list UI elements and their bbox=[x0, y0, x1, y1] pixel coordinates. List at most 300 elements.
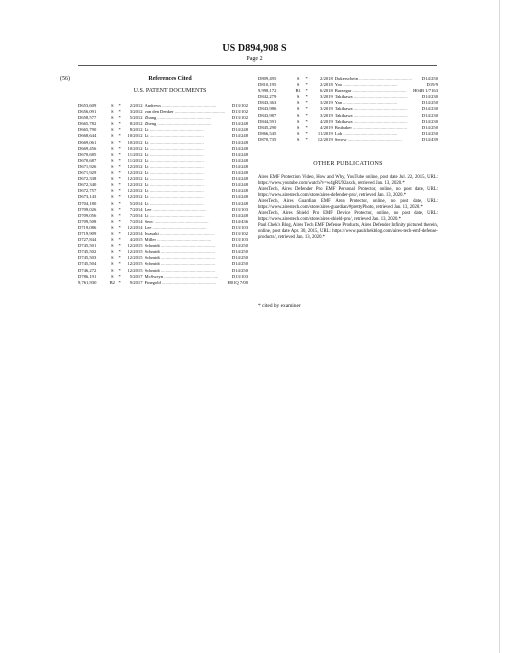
leader-dots bbox=[353, 113, 408, 118]
reference-asterisk: * bbox=[118, 267, 121, 273]
reference-asterisk: * bbox=[118, 170, 121, 176]
inventor-name: Lee bbox=[144, 206, 152, 212]
reference-date: 7/2014 bbox=[129, 206, 143, 212]
leader-dots bbox=[149, 140, 204, 145]
reference-number: D665,790 bbox=[78, 127, 97, 133]
leader-dots bbox=[161, 280, 216, 285]
page-edge-divider bbox=[499, 0, 500, 653]
inventor-name: Takikawa bbox=[334, 94, 353, 100]
reference-kind: S bbox=[111, 230, 114, 236]
reference-number: D653,609 bbox=[78, 103, 97, 108]
reference-asterisk: * bbox=[118, 194, 121, 200]
reference-kind: S bbox=[111, 182, 114, 188]
reference-kind: S bbox=[111, 243, 114, 249]
reference-class: D14/248 bbox=[231, 182, 248, 188]
reference-asterisk: * bbox=[305, 100, 308, 106]
reference-kind: S bbox=[111, 127, 114, 133]
reference-asterisk: * bbox=[118, 115, 121, 121]
leader-dots bbox=[161, 103, 216, 108]
reference-date: 12/2012 bbox=[127, 188, 143, 194]
inventor-name: Lee bbox=[144, 224, 152, 230]
inventor-name: Li bbox=[144, 176, 149, 182]
reference-date: 12/2014 bbox=[127, 224, 143, 230]
reference-class: D13/103 bbox=[231, 237, 248, 243]
reference-asterisk: * bbox=[305, 136, 308, 142]
inventor-name: Li bbox=[144, 182, 149, 188]
inventor-name: Li bbox=[144, 151, 149, 157]
leader-dots bbox=[160, 268, 215, 273]
reference-date: 5/2012 bbox=[129, 115, 143, 121]
inventor-name: Zhang bbox=[144, 115, 157, 121]
reference-date: 10/2012 bbox=[127, 145, 143, 151]
reference-number: D786,191 bbox=[78, 273, 97, 279]
reference-date: 8/2012 bbox=[129, 121, 143, 127]
leader-dots bbox=[174, 109, 225, 114]
reference-number: D844,591 bbox=[258, 118, 277, 124]
inventor-name: Barzegar bbox=[334, 88, 352, 94]
reference-date: 4/2019 bbox=[320, 124, 333, 130]
reference-date: 7/2014 bbox=[129, 218, 143, 224]
reference-date: 5/2014 bbox=[129, 200, 143, 206]
reference-number: D746,272 bbox=[78, 267, 97, 273]
leader-dots bbox=[160, 249, 215, 254]
leader-dots bbox=[149, 182, 204, 187]
reference-class: D13/102 bbox=[231, 115, 248, 121]
reference-class: D13/103 bbox=[231, 273, 248, 279]
reference-number: D843,986 bbox=[258, 106, 277, 112]
reference-kind: B1 bbox=[295, 88, 301, 94]
reference-kind: S bbox=[111, 157, 114, 163]
reference-number: D866,545 bbox=[258, 130, 277, 136]
other-publications-title: OTHER PUBLICATIONS bbox=[313, 161, 383, 167]
inventor-name: Schmidt bbox=[144, 261, 160, 267]
inventor-name: Schmidt bbox=[144, 243, 160, 249]
reference-date: 12/2015 bbox=[127, 267, 143, 273]
leader-dots bbox=[347, 137, 402, 142]
reference-asterisk: * bbox=[118, 273, 121, 279]
reference-number: D672,757 bbox=[78, 188, 97, 194]
reference-kind: S bbox=[111, 194, 114, 200]
leader-dots bbox=[149, 201, 204, 206]
reference-number: D745,502 bbox=[78, 249, 97, 255]
reference-asterisk: * bbox=[118, 255, 121, 261]
inventor-name: van den Denker bbox=[144, 109, 174, 115]
reference-class: D14/250 bbox=[231, 267, 248, 273]
reference-class: D13/103 bbox=[231, 206, 248, 212]
inventor-name: Li bbox=[144, 163, 149, 169]
reference-number: D658,577 bbox=[78, 115, 97, 121]
inventor-name: Li bbox=[144, 145, 149, 151]
reference-kind: S bbox=[111, 206, 114, 212]
reference-date: 7/2014 bbox=[129, 212, 143, 218]
reference-number: D845,290 bbox=[258, 124, 277, 130]
reference-asterisk: * bbox=[305, 88, 308, 94]
reference-class: D14/230 bbox=[421, 112, 438, 118]
reference-class: D14/248 bbox=[231, 194, 248, 200]
reference-kind: S bbox=[296, 76, 300, 81]
reference-asterisk: * bbox=[118, 182, 121, 188]
leader-dots bbox=[149, 213, 204, 218]
leader-dots bbox=[149, 176, 204, 181]
reference-class: D14/250 bbox=[421, 100, 438, 106]
reference-number: D745,503 bbox=[78, 255, 97, 261]
leader-dots bbox=[151, 225, 206, 230]
reference-inventor bbox=[145, 280, 225, 286]
us-patent-references-left bbox=[78, 103, 248, 286]
reference-class: D14/248 bbox=[231, 127, 248, 133]
inventor-name: Li bbox=[144, 133, 149, 139]
reference-date: 8/2012 bbox=[129, 127, 143, 133]
reference-class: D14/230 bbox=[421, 94, 438, 100]
reference-asterisk: * bbox=[305, 118, 308, 124]
reference-class: D14/248 bbox=[231, 145, 248, 151]
inventor-name: Schmidt bbox=[144, 249, 160, 255]
reference-kind: S bbox=[111, 103, 114, 108]
reference-number: D665,782 bbox=[78, 121, 97, 127]
reference-class: D14/248 bbox=[231, 163, 248, 169]
reference-asterisk: * bbox=[305, 76, 308, 81]
reference-asterisk: * bbox=[118, 212, 121, 218]
reference-date: 3/2012 bbox=[129, 109, 143, 115]
reference-kind: S bbox=[111, 261, 114, 267]
leader-dots bbox=[160, 255, 215, 260]
reference-kind: S bbox=[296, 106, 300, 112]
reference-class: D13/103 bbox=[231, 224, 248, 230]
reference-asterisk: * bbox=[118, 218, 121, 224]
reference-asterisk: * bbox=[305, 112, 308, 118]
reference-class: D14/248 bbox=[231, 176, 248, 182]
reference-date: 12/2012 bbox=[127, 170, 143, 176]
reference-number: D704,180 bbox=[78, 200, 97, 206]
reference-number: D719,909 bbox=[78, 230, 97, 236]
inventor-name: Li bbox=[144, 170, 149, 176]
section-code: (56) bbox=[60, 76, 70, 82]
leader-dots bbox=[160, 261, 215, 266]
leader-dots bbox=[153, 219, 208, 224]
leader-dots bbox=[159, 231, 214, 236]
reference-class: D13/102 bbox=[231, 109, 248, 115]
reference-asterisk: * bbox=[305, 82, 308, 88]
reference-date: 10/2012 bbox=[127, 139, 143, 145]
leader-dots bbox=[149, 188, 204, 193]
reference-kind: S bbox=[111, 237, 114, 243]
reference-date: 12/2015 bbox=[127, 255, 143, 261]
reference-kind: S bbox=[111, 115, 114, 121]
patent-number: US D894,908 S bbox=[222, 43, 287, 54]
inventor-name: Yoo bbox=[334, 82, 343, 88]
inventor-name: Li bbox=[144, 194, 149, 200]
leader-dots bbox=[163, 274, 218, 279]
reference-number: D656,091 bbox=[78, 109, 97, 115]
header-rule bbox=[78, 65, 437, 66]
reference-date: 12/2015 bbox=[127, 249, 143, 255]
leader-dots bbox=[151, 207, 206, 212]
leader-dots bbox=[351, 88, 406, 93]
reference-number: D810,195 bbox=[258, 82, 277, 88]
inventor-name: Andrews bbox=[144, 103, 162, 108]
reference-date: 2/2018 bbox=[320, 76, 333, 81]
reference-number: 9,998,172 bbox=[258, 88, 277, 94]
reference-kind: S bbox=[111, 212, 114, 218]
reference-class: D14/250 bbox=[231, 249, 248, 255]
reference-asterisk: * bbox=[118, 103, 121, 108]
reference-class: H04B 1/7163 bbox=[413, 88, 438, 94]
reference-asterisk: * bbox=[118, 237, 121, 243]
reference-class: D14/248 bbox=[231, 121, 248, 127]
reference-date: 3/2019 bbox=[320, 112, 333, 118]
reference-date: 11/2012 bbox=[127, 157, 143, 163]
reference-asterisk: * bbox=[118, 279, 121, 285]
reference-kind: S bbox=[111, 224, 114, 230]
reference-number: D673,143 bbox=[78, 194, 97, 200]
reference-asterisk: * bbox=[118, 176, 121, 182]
reference-class: D14/436 bbox=[231, 218, 248, 224]
reference-kind: S bbox=[296, 124, 300, 130]
reference-number: D671,926 bbox=[78, 163, 97, 169]
reference-asterisk: * bbox=[118, 200, 121, 206]
reference-number: D672,340 bbox=[78, 182, 97, 188]
reference-asterisk: * bbox=[305, 124, 308, 130]
reference-asterisk: * bbox=[118, 127, 121, 133]
reference-kind: S bbox=[111, 163, 114, 169]
leader-dots bbox=[149, 152, 204, 157]
leader-dots bbox=[353, 119, 408, 124]
inventor-name: Takikawa bbox=[334, 112, 353, 118]
page-label: Page 2 bbox=[246, 56, 263, 62]
leader-dots bbox=[156, 121, 211, 126]
reference-date: 12/2015 bbox=[127, 261, 143, 267]
inventor-name: Seoc bbox=[144, 218, 154, 224]
inventor-name: Li bbox=[144, 127, 149, 133]
inventor-name: Takikawa bbox=[334, 118, 353, 124]
reference-date: 11/2012 bbox=[127, 151, 143, 157]
reference-kind: S bbox=[111, 121, 114, 127]
reference-number: D843,987 bbox=[258, 112, 277, 118]
reference-number: D809,495 bbox=[258, 76, 277, 81]
reference-date: 4/2019 bbox=[320, 118, 333, 124]
leader-dots bbox=[353, 94, 408, 99]
reference-number: D870,735 bbox=[258, 136, 277, 142]
inventor-name: Iwasaki bbox=[144, 230, 159, 236]
reference-date: 6/2018 bbox=[320, 88, 333, 94]
leader-dots bbox=[149, 133, 204, 138]
leader-dots bbox=[160, 243, 215, 248]
publication-entry: AiresTech, Aires Defender Pro EMF Personal Protector, online, no post date, URL: https://www.airestech.com/store/aires-defender-pro/, retrieved Jan. 13, 2020.* bbox=[258, 187, 438, 199]
leader-dots bbox=[358, 76, 412, 81]
reference-kind: B2 bbox=[109, 279, 115, 285]
reference-date: 3/2019 bbox=[320, 94, 333, 100]
reference-date: 12/2012 bbox=[127, 194, 143, 200]
reference-class: H01Q 7/00 bbox=[227, 279, 248, 285]
reference-number: D719,086 bbox=[78, 224, 97, 230]
reference-number: D668,644 bbox=[78, 133, 97, 139]
reference-kind: S bbox=[111, 139, 114, 145]
reference-asterisk: * bbox=[118, 157, 121, 163]
leader-dots bbox=[156, 115, 211, 120]
reference-kind: S bbox=[296, 100, 300, 106]
inventor-name: Li bbox=[144, 157, 149, 163]
reference-kind: S bbox=[111, 218, 114, 224]
reference-number: D670,685 bbox=[78, 151, 97, 157]
inventor-name: McSweyn bbox=[144, 273, 164, 279]
reference-asterisk: * bbox=[118, 206, 121, 212]
reference-class: D14/248 bbox=[231, 139, 248, 145]
reference-kind: S bbox=[296, 82, 300, 88]
reference-kind: S bbox=[111, 249, 114, 255]
reference-asterisk: * bbox=[305, 94, 308, 100]
reference-asterisk: * bbox=[118, 163, 121, 169]
reference-kind: S bbox=[111, 200, 114, 206]
reference-asterisk: * bbox=[118, 261, 121, 267]
reference-number: D842,279 bbox=[258, 94, 277, 100]
reference-asterisk: * bbox=[118, 109, 121, 115]
reference-kind: S bbox=[111, 133, 114, 139]
reference-kind: S bbox=[111, 176, 114, 182]
reference-class: D14/248 bbox=[231, 157, 248, 163]
reference-number: D709,056 bbox=[78, 212, 97, 218]
inventor-name: Dukerschein bbox=[334, 76, 358, 81]
reference-class: D14/248 bbox=[231, 133, 248, 139]
reference-number: D709,026 bbox=[78, 206, 97, 212]
reference-asterisk: * bbox=[118, 139, 121, 145]
reference-kind: S bbox=[111, 273, 114, 279]
reference-number: D670,687 bbox=[78, 157, 97, 163]
reference-kind: S bbox=[111, 255, 114, 261]
leader-dots bbox=[342, 82, 397, 87]
leader-dots bbox=[342, 100, 397, 105]
reference-date: 4/2015 bbox=[129, 237, 143, 243]
leader-dots bbox=[149, 146, 204, 151]
reference-row bbox=[78, 280, 248, 286]
reference-kind: S bbox=[296, 94, 300, 100]
inventor-name: Miller bbox=[144, 237, 156, 243]
reference-kind: S bbox=[296, 118, 300, 124]
reference-number: D671,929 bbox=[78, 170, 97, 176]
reference-asterisk: * bbox=[118, 145, 121, 151]
reference-number: D843,363 bbox=[258, 100, 277, 106]
reference-date: 11/2019 bbox=[317, 130, 333, 136]
reference-class: D14/439 bbox=[421, 136, 438, 142]
reference-number: D709,508 bbox=[78, 218, 97, 224]
reference-class: D14/248 bbox=[231, 170, 248, 176]
reference-class: D14/248 bbox=[231, 151, 248, 157]
reference-class: D14/230 bbox=[421, 118, 438, 124]
reference-asterisk: * bbox=[118, 249, 121, 255]
inventor-name: Zheng bbox=[144, 121, 157, 127]
reference-asterisk: * bbox=[118, 243, 121, 249]
reference-class: D14/250 bbox=[231, 261, 248, 267]
reference-date: 5/2017 bbox=[129, 273, 143, 279]
reference-date: 12/2012 bbox=[127, 163, 143, 169]
reference-asterisk: * bbox=[305, 106, 308, 112]
publication-entry: Paul Chek's Blog, Aires Tech EMF Defense Products, Aires Defender Infinity pictured therein, online, post date Apr. 30, 2015, URL: https://www.paulchekblog.com/aires-tech-emf-defense-products/, retrieved Jan. 13, 2020.* bbox=[258, 223, 438, 241]
reference-class: D14/250 bbox=[421, 76, 438, 81]
leader-dots bbox=[149, 164, 204, 169]
reference-number: D669,061 bbox=[78, 139, 97, 145]
reference-date: 10/2012 bbox=[127, 133, 143, 139]
reference-row bbox=[258, 137, 438, 143]
reference-class: D14/250 bbox=[231, 255, 248, 261]
reference-date: 2/2012 bbox=[129, 103, 143, 108]
publication-entry: Aires EMF Protection Video, How and Why, YouTube online, post date Jul. 22, 2015, URL: https://www.youtube.com/watch?v=w4gRU92axck, retrieved Jan. 13, 2020.* bbox=[258, 175, 438, 187]
inventor-name: Takikawa bbox=[334, 106, 353, 112]
us-patent-documents-heading: U.S. PATENT DOCUMENTS bbox=[133, 88, 207, 94]
leader-dots bbox=[342, 131, 397, 136]
reference-class: D14/248 bbox=[231, 200, 248, 206]
other-publications-list bbox=[258, 175, 438, 242]
reference-date: 12/2012 bbox=[127, 176, 143, 182]
reference-date: 3/2019 bbox=[320, 106, 333, 112]
reference-inventor bbox=[335, 137, 412, 143]
reference-class: D19/9 bbox=[426, 82, 438, 88]
us-patent-references-right bbox=[258, 76, 438, 143]
reference-asterisk: * bbox=[118, 224, 121, 230]
reference-asterisk: * bbox=[118, 188, 121, 194]
inventor-name: Loh bbox=[334, 130, 343, 136]
reference-class: D13/102 bbox=[231, 103, 248, 108]
reference-date: 2/2018 bbox=[320, 82, 333, 88]
reference-date: 12/2015 bbox=[127, 243, 143, 249]
reference-number: D745,501 bbox=[78, 243, 97, 249]
reference-asterisk: * bbox=[118, 121, 121, 127]
reference-date: 12/2014 bbox=[127, 230, 143, 236]
reference-asterisk: * bbox=[305, 130, 308, 136]
reference-kind: S bbox=[296, 112, 300, 118]
reference-asterisk: * bbox=[118, 151, 121, 157]
reference-class: D14/250 bbox=[231, 243, 248, 249]
reference-number: D672,338 bbox=[78, 176, 97, 182]
reference-kind: S bbox=[111, 267, 114, 273]
reference-date: 12/2012 bbox=[127, 182, 143, 188]
reference-asterisk: * bbox=[118, 133, 121, 139]
reference-date: 9/2017 bbox=[129, 279, 143, 285]
inventor-name: Finegold bbox=[144, 279, 161, 285]
publication-entry: AiresTech, Aires Shield Pro EMF Device Protector, online, no post date, URL: https://www.airestech.com/store/aires-shield-pro/, retrieved Jan. 13, 2020.* bbox=[258, 211, 438, 223]
reference-date: 3/2019 bbox=[320, 100, 333, 106]
leader-dots bbox=[149, 127, 204, 132]
reference-class: D14/230 bbox=[421, 106, 438, 112]
reference-date: 12/2019 bbox=[317, 136, 333, 142]
inventor-name: Li bbox=[144, 212, 149, 218]
leader-dots bbox=[149, 170, 204, 175]
reference-kind: S bbox=[111, 170, 114, 176]
leader-dots bbox=[352, 125, 407, 130]
inventor-name: Yan bbox=[334, 100, 342, 106]
reference-number: D745,504 bbox=[78, 261, 97, 267]
reference-kind: S bbox=[111, 188, 114, 194]
inventor-name: Li bbox=[144, 188, 149, 194]
cited-by-examiner-note: * cited by examiner bbox=[258, 303, 301, 309]
reference-class: D14/250 bbox=[421, 130, 438, 136]
publication-entry: AiresTech, Aires Guardian EMF Area Protector, online, no post date, URL: https://www.airestech.com/store/aires-guardian/#prettyPhoto, retrieved Jan. 13, 2020.* bbox=[258, 199, 438, 211]
leader-dots bbox=[149, 194, 204, 199]
inventor-name: Schmidt bbox=[144, 267, 160, 273]
reference-class: D14/250 bbox=[421, 124, 438, 130]
reference-number: 9,761,930 bbox=[78, 279, 97, 285]
inventor-name: Brubaker bbox=[334, 124, 352, 130]
reference-number: D727,844 bbox=[78, 237, 97, 243]
reference-asterisk: * bbox=[118, 230, 121, 236]
reference-kind: S bbox=[111, 109, 114, 115]
reference-kind: S bbox=[296, 130, 300, 136]
inventor-name: Schmidt bbox=[144, 255, 160, 261]
leader-dots bbox=[149, 158, 204, 163]
references-cited-title: References Cited bbox=[148, 76, 192, 82]
reference-class: D14/248 bbox=[231, 188, 248, 194]
reference-class: D14/248 bbox=[231, 212, 248, 218]
reference-kind: S bbox=[296, 136, 300, 142]
leader-dots bbox=[353, 106, 408, 111]
